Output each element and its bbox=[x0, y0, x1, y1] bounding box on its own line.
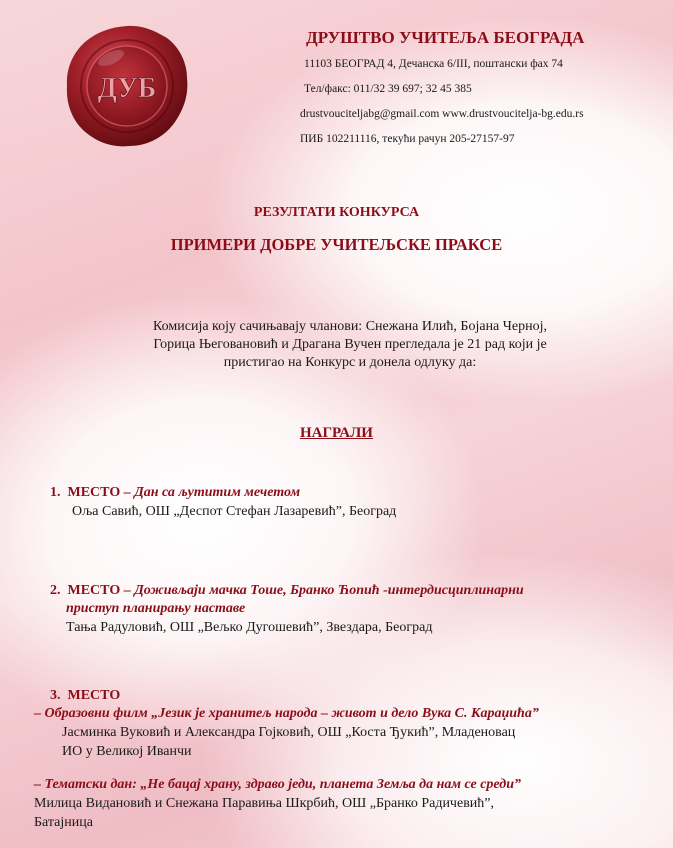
place-number: 1. bbox=[50, 485, 61, 500]
place-3-entry-2-author: Милица Видановић и Снежана Паравиња Шкрбић, ОШ „Бранко Радичевић”, bbox=[34, 796, 495, 811]
place-number: 2. bbox=[50, 583, 61, 598]
place-label: МЕСТО bbox=[67, 688, 121, 703]
org-pib-account: ПИБ 102211116, текући рачун 205-27157-97 bbox=[300, 133, 515, 145]
wax-seal-logo bbox=[63, 22, 191, 150]
results-title: РЕЗУЛТАТИ КОНКУРСА bbox=[253, 205, 420, 220]
place-3-heading bbox=[50, 688, 120, 704]
place-2-title-cont: приступ планирању наставе bbox=[66, 601, 246, 616]
place-number: 3. bbox=[50, 688, 61, 703]
place-3-entry-1-title: – Образовни филм „Језик је хранитељ народа – живот и дело Вука С. Караџића” bbox=[34, 706, 539, 721]
place-label: МЕСТО bbox=[67, 583, 121, 598]
place-1-author: Оља Савић, ОШ „Деспот Стефан Лазаревић”, Београд bbox=[72, 504, 397, 519]
awards-heading bbox=[0, 425, 673, 442]
place-2-author: Тања Радуловић, ОШ „Вељко Дугошевић”, Звездара, Београд bbox=[66, 620, 433, 635]
place-1-heading bbox=[50, 485, 300, 501]
place-3-entry-1-author-cont: ИО у Великој Иванчи bbox=[62, 744, 192, 759]
place-title: – Доживљаји мачка Тоше, Бранко Ћопић -интердисциплинарни bbox=[123, 583, 524, 598]
place-3-entry-1-author: Јасминка Вуковић и Александра Гојковић, ОШ „Коста Ђукић”, Младеновац bbox=[62, 725, 516, 740]
intro-line: Горица Његовановић и Драгана Вучен прегледала је 21 рад који је bbox=[153, 337, 547, 352]
org-email-web: drustvouciteljabg@gmail.com www.drustvoucitelja-bg.edu.rs bbox=[300, 108, 584, 120]
place-3-entry-2-title: – Тематски дан: „Не бацај храну, здраво једи, планета Земља да нам се среди” bbox=[34, 777, 522, 792]
place-label: МЕСТО bbox=[67, 485, 121, 500]
practice-title: ПРИМЕРИ ДОБРЕ УЧИТЕЉСКЕ ПРАКСЕ bbox=[170, 235, 503, 254]
intro-line: Комисија коју сачињавају чланови: Снежана Илић, Бојана Черној, bbox=[153, 319, 547, 334]
intro-paragraph bbox=[60, 318, 640, 372]
place-2-heading bbox=[50, 583, 524, 599]
wax-seal-icon bbox=[63, 22, 191, 150]
awards-heading-text: НАГРАЛИ bbox=[300, 425, 373, 441]
place-3-entry-2-author-cont: Батајница bbox=[34, 815, 93, 830]
intro-line: пристигао на Конкурс и донела одлуку да: bbox=[223, 355, 477, 370]
org-name: ДРУШТВО УЧИТЕЉА БЕОГРАДА bbox=[306, 28, 585, 47]
place-title: – Дан са љутитим мечетом bbox=[123, 485, 301, 500]
org-phone: Тел/факс: 011/32 39 697; 32 45 385 bbox=[304, 83, 472, 95]
seal-monogram: ДУБ bbox=[97, 73, 157, 104]
org-address: 11103 БЕОГРАД 4, Дечанска 6/III, поштански фах 74 bbox=[304, 58, 563, 70]
